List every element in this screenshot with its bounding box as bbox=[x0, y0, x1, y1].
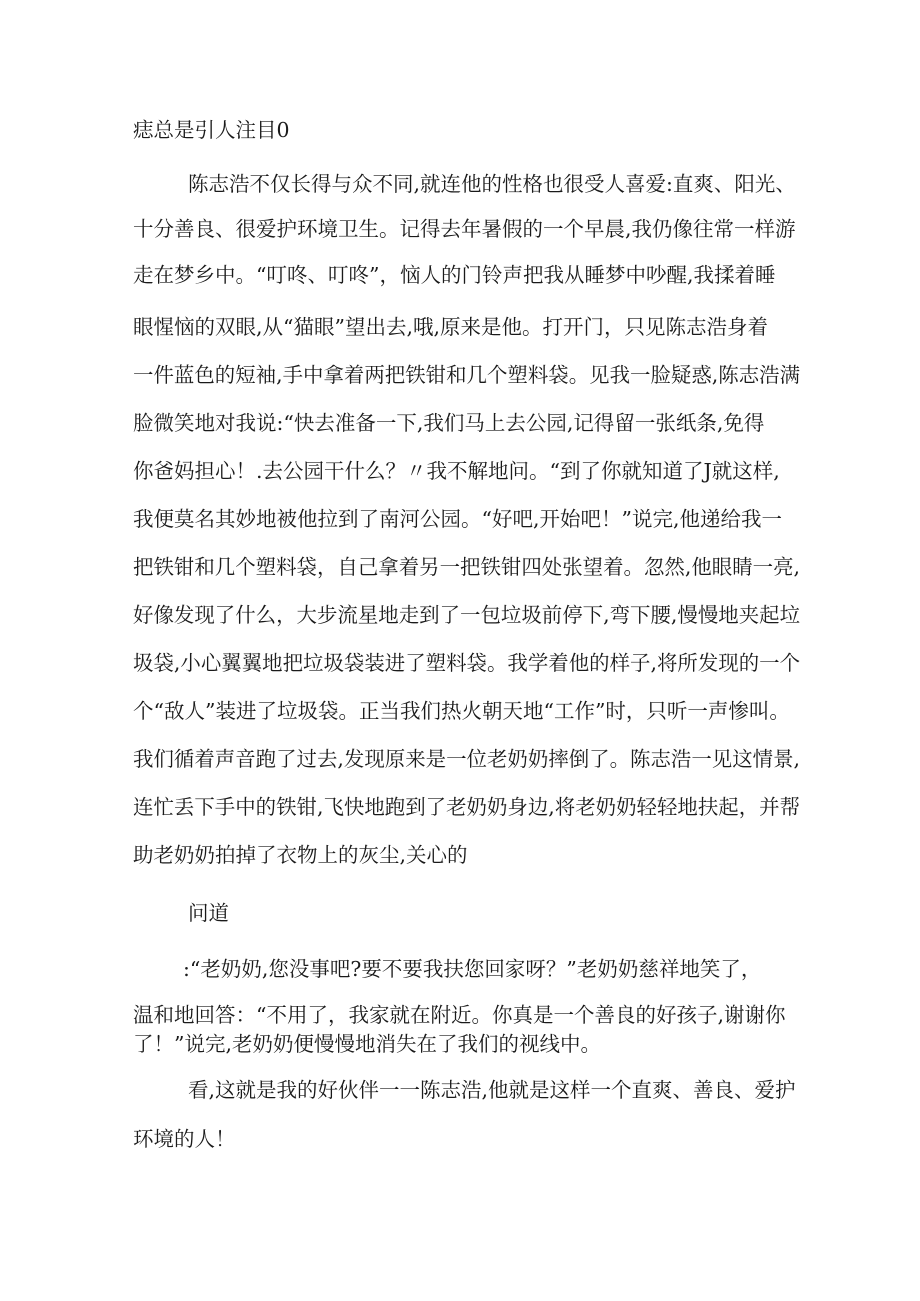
text-line: 温和地回答：“不用了，我家就在附近。你真是一个善良的好孩子,谢谢你 bbox=[133, 1003, 786, 1027]
text-line: 你爸妈担心！.去公园干什么？〃我不解地问。“到了你就知道了J就这样, bbox=[133, 459, 780, 483]
paragraph-first-line: 看,这就是我的好伙伴一一陈志浩,他就是这样一个直爽、善良、爱护 bbox=[188, 1078, 796, 1102]
text-line: 把铁钳和几个塑料袋，自己拿着另一把铁钳四处张望着。忽然,他眼睛一亮, bbox=[133, 555, 801, 579]
paragraph-first-line: :“老奶奶,您没事吧?要不要我扶您回家呀？”老奶奶慈祥地笑了， bbox=[183, 957, 762, 981]
paragraph-first-line: 问道 bbox=[188, 901, 229, 925]
text-line: 我便莫名其妙地被他拉到了南河公园。“好吧,开始吧！”说完,他递给我一 bbox=[133, 507, 782, 531]
text-line: 一件蓝色的短袖,手中拿着两把铁钳和几个塑料袋。见我一脸疑惑,陈志浩满 bbox=[133, 363, 801, 387]
text-line: 好像发现了什么，大步流星地走到了一包垃圾前停下,弯下腰,慢慢地夹起垃 bbox=[133, 603, 801, 627]
text-line: 助老奶奶拍掉了衣物上的灰尘,关心的 bbox=[133, 843, 468, 867]
text-line: 环境的人！ bbox=[133, 1127, 236, 1151]
text-line: 眼惺恼的双眼,从“猫眼”望出去,哦,原来是他。打开门，只见陈志浩身着 bbox=[133, 315, 769, 339]
text-line: 个“敌人”装进了垃圾袋。正当我们热火朝天地“工作”时，只听一声惨叫。 bbox=[133, 699, 790, 723]
text-line: 我们循着声音跑了过去,发现原来是一位老奶奶摔倒了。陈志浩一见这情景, bbox=[133, 747, 801, 771]
paragraph-first-line: 陈志浩不仅长得与众不同,就连他的性格也很受人喜爱:直爽、阳光、 bbox=[188, 172, 796, 196]
text-line: 痣总是引人注目0 bbox=[133, 118, 290, 142]
text-line: 走在梦乡中。“叮咚、叮咚”，恼人的门铃声把我从睡梦中吵醒,我揉着睡 bbox=[133, 263, 776, 287]
text-line: 连忙丢下手中的铁钳,飞快地跑到了老奶奶身边,将老奶奶轻轻地扶起，并帮 bbox=[133, 795, 801, 819]
text-line: 了！”说完,老奶奶便慢慢地消失在了我们的视线中。 bbox=[133, 1032, 601, 1056]
text-line: 脸微笑地对我说:“快去准备一下,我们马上去公园,记得留一张纸条,免得 bbox=[133, 411, 765, 435]
text-line: 十分善良、很爱护环境卫生。记得去年暑假的一个早晨,我仍像往常一样游 bbox=[133, 217, 796, 241]
text-line: 圾袋,小心翼翼地把垃圾袋装进了塑料袋。我学着他的样子,将所发现的一个 bbox=[133, 651, 801, 675]
